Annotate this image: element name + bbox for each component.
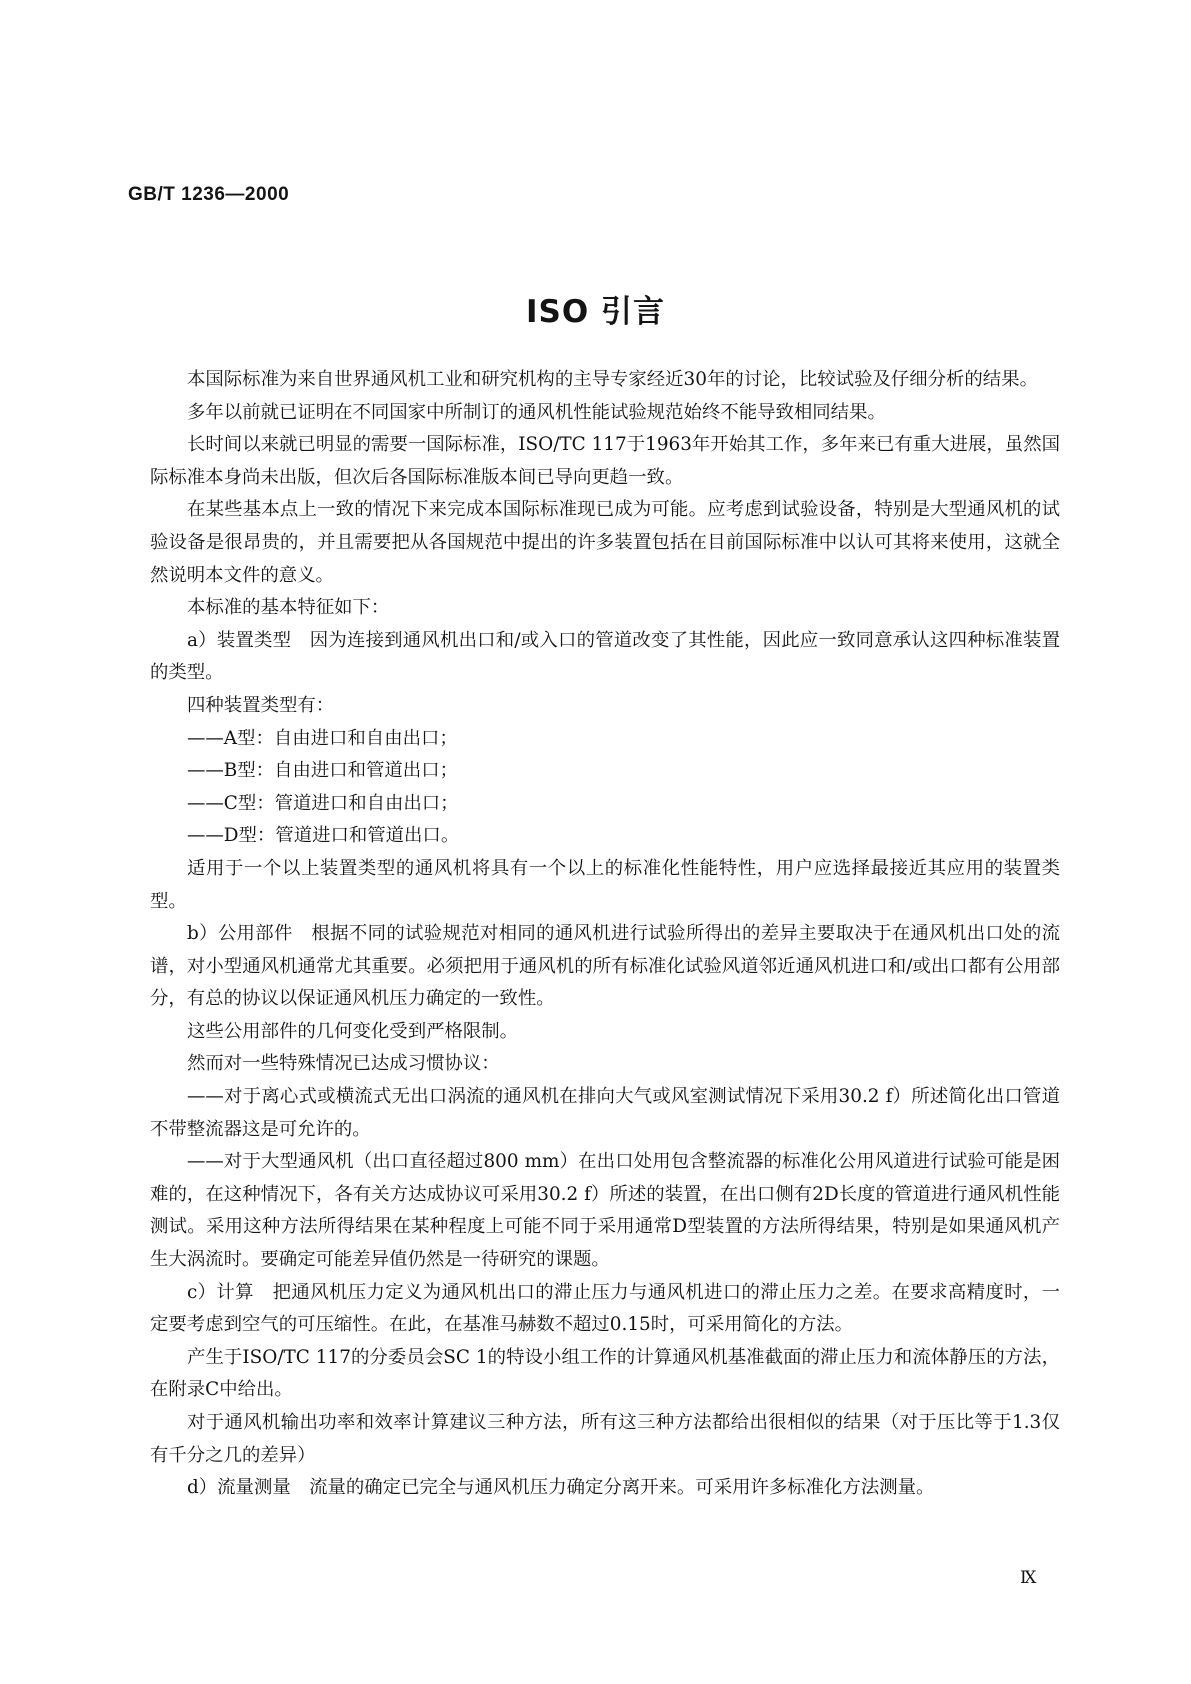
paragraph-5: 本标准的基本特征如下： (187, 597, 390, 619)
paragraph-annex-c: 产生于ISO/TC 117的分委员会SC 1的特设小组工作的计算通风机基准截面的滞止压力和流体静压的方法，在附录C中给出。 (150, 1346, 1060, 1401)
paragraph-1: 本国际标准为来自世界通风机工业和研究机构的主导专家经近30年的讨论，比较试验及仔细分析的结果。 (187, 369, 1038, 390)
body-text (150, 364, 1060, 1505)
list-item-type-c: ——C型：管道进口和自由出口； (187, 792, 459, 814)
paragraph-install-types: a）装置类型 因为连接到通风机出口和/或入口的管道改变了其性能，因此应一致同意承认这四种标准装置的类型。 (150, 629, 1060, 684)
paragraph-4: 在某些基本点上一致的情况下来完成本国际标准现已成为可能。应考虑到试验设备，特别是大型通风机的试验设备是很昂贵的，并且需要把从各国规范中提出的许多装置包括在目前国际标准中以认可其将来使用，这就全然说明本文件的意义。 (150, 499, 1060, 586)
page-number: Ⅸ (1020, 1568, 1037, 1588)
paragraph-calculation: c）计算 把通风机压力定义为通风机出口的滞止压力与通风机进口的滞止压力之差。在要求高精度时，一定要考虑到空气的可压缩性。在此，在基准马赫数不超过0.15时，可采用简化的方法。 (150, 1281, 1060, 1336)
paragraph-geometry-limits: 这些公用部件的几何变化受到严格限制。 (187, 1020, 519, 1042)
paragraph-power-efficiency: 对于通风机输出功率和效率计算建议三种方法，所有这三种方法都给出很相似的结果（对于压比等于1.3仅有千分之几的差异） (150, 1412, 1060, 1466)
paragraph-four-types: 四种装置类型有： (187, 694, 335, 716)
paragraph-special-cases: 然而对一些特殊情况已达成习惯协议： (187, 1053, 500, 1075)
paragraph-case-large-fans: ——对于大型通风机（出口直径超过800 mm）在出口处用包含整流器的标准化公用风道进行试验可能是困难的，在这种情况下，各有关方达成协议可采用30.2 f）所述的装置，在出口侧有2D长度的管道进行通风机性能测试。采用这种方法所得结果在某种程度上可能不同于采用通常D型装置的方法所得结果，特别是如果通风机产生大涡流时。要确定可能差异值仍然是一待研究的课题。 (150, 1151, 1060, 1271)
paragraph-common-parts: b）公用部件 根据不同的试验规范对相同的通风机进行试验所得出的差异主要取决于在通风机出口处的流谱，对小型通风机通常尤其重要。必须把用于通风机的所有标准化试验风道邻近通风机进口和/或出口都有公用部分，有总的协议以保证通风机压力确定的一致性。 (150, 923, 1060, 1010)
paragraph-case-centrifugal: ——对于离心式或横流式无出口涡流的通风机在排向大气或风室测试情况下采用30.2 f）所述简化出口管道不带整流器这是可允许的。 (150, 1086, 1060, 1140)
paragraph-3: 长时间以来就已明显的需要一国际标准，ISO/TC 117于1963年开始其工作，多年来已有重大进展，虽然国际标准本身尚未出版，但次后各国际标准版本间已导向更趋一致。 (150, 434, 1060, 488)
page-title: ISO 引言 (525, 294, 665, 330)
paragraph-multiple-types: 适用于一个以上装置类型的通风机将具有一个以上的标准化性能特性，用户应选择最接近其应用的装置类型。 (150, 857, 1060, 912)
paragraph-flow-measurement: d）流量测量 流量的确定已完全与通风机压力确定分离开来。可采用许多标准化方法测量。 (187, 1477, 935, 1499)
standard-code: GB/T 1236—2000 (128, 184, 290, 205)
paragraph-2: 多年以前就已证明在不同国家中所制订的通风机性能试验规范始终不能导致相同结果。 (187, 401, 886, 423)
list-item-type-d: ——D型：管道进口和管道出口。 (187, 825, 460, 847)
list-item-type-a: ——A型：自由进口和自由出口； (187, 727, 458, 749)
list-item-type-b: ——B型：自由进口和管道出口； (187, 760, 458, 782)
